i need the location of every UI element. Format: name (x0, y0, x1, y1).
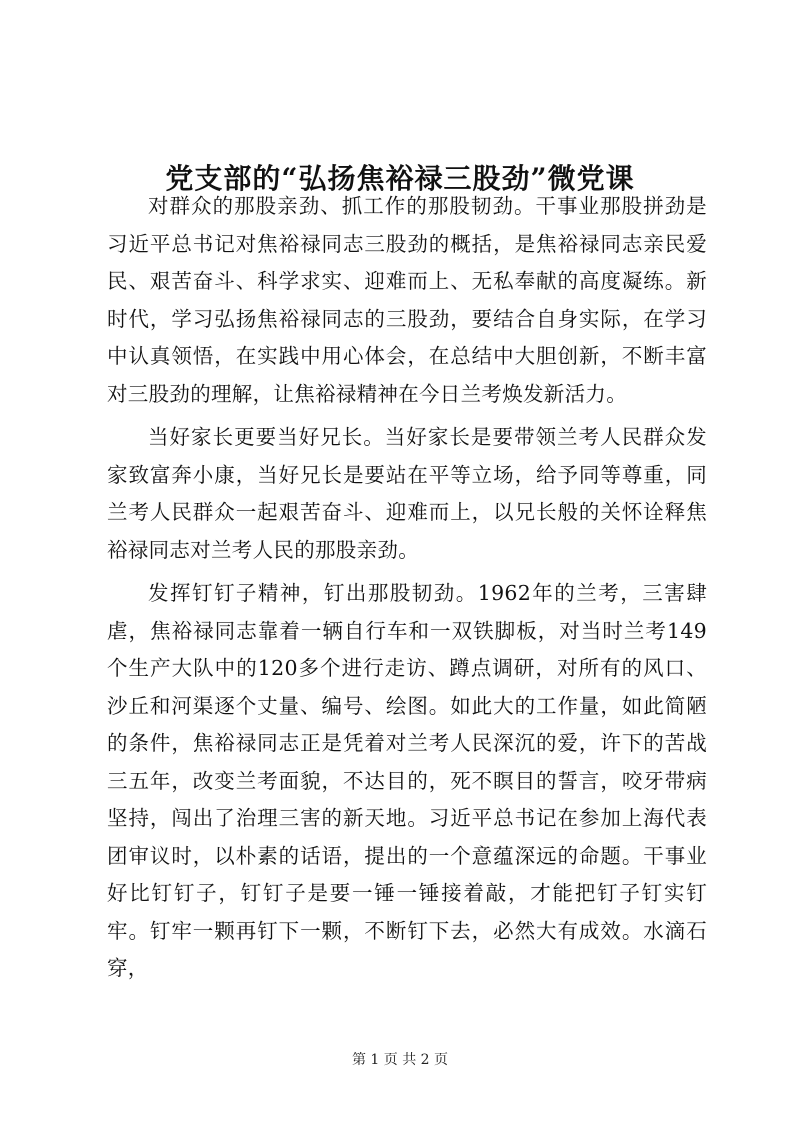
paragraph-3: 发挥钉钉子精神，钉出那股韧劲。1962年的兰考，三害肆虐，焦裕禄同志靠着一辆自行车和一双铁脚板，对当时兰考149个生产大队中的120多个进行走访、蹲点调研，对所有的风口、沙丘和河渠逐个丈量、编号、绘图。如此大的工作量，如此简陋的条件，焦裕禄同志正是凭着对兰考人民深沉的爱，许下的苦战三五年，改变兰考面貌，不达目的，死不瞑目的誓言，咬牙带病坚持，闯出了治理三害的新天地。习近平总书记在参加上海代表团审议时，以朴素的话语，提出的一个意蕴深远的命题。干事业好比钉钉子，钉钉子是要一锤一锤接着敲，才能把钉子钉实钉牢。钉牢一颗再钉下一颗，不断钉下去，必然大有成效。水滴石穿， (107, 581, 707, 980)
paragraph-1: 对群众的那股亲劲、抓工作的那股韧劲。干事业那股拼劲是习近平总书记对焦裕禄同志三股劲的概括，是焦裕禄同志亲民爱民、艰苦奋斗、科学求实、迎难而上、无私奉献的高度凝练。新时代，学习弘扬焦裕禄同志的三股劲，要结合自身实际，在学习中认真领悟，在实践中用心体会，在总结中大胆创新，不断丰富对三股劲的理解，让焦裕禄精神在今日兰考焕发新活力。 (107, 194, 707, 406)
paragraph-2: 当好家长更要当好兄长。当好家长是要带领兰考人民群众发家致富奔小康，当好兄长是要站在平等立场，给予同等尊重，同兰考人民群众一起艰苦奋斗、迎难而上，以兄长般的关怀诠释焦裕禄同志对兰考人民的那股亲劲。 (107, 425, 707, 562)
document-body (107, 188, 707, 994)
page-footer: 第 1 页 共 2 页 (351, 1052, 449, 1068)
document-title: 党支部的“弘扬焦裕禄三股劲”微党课 (165, 161, 635, 195)
